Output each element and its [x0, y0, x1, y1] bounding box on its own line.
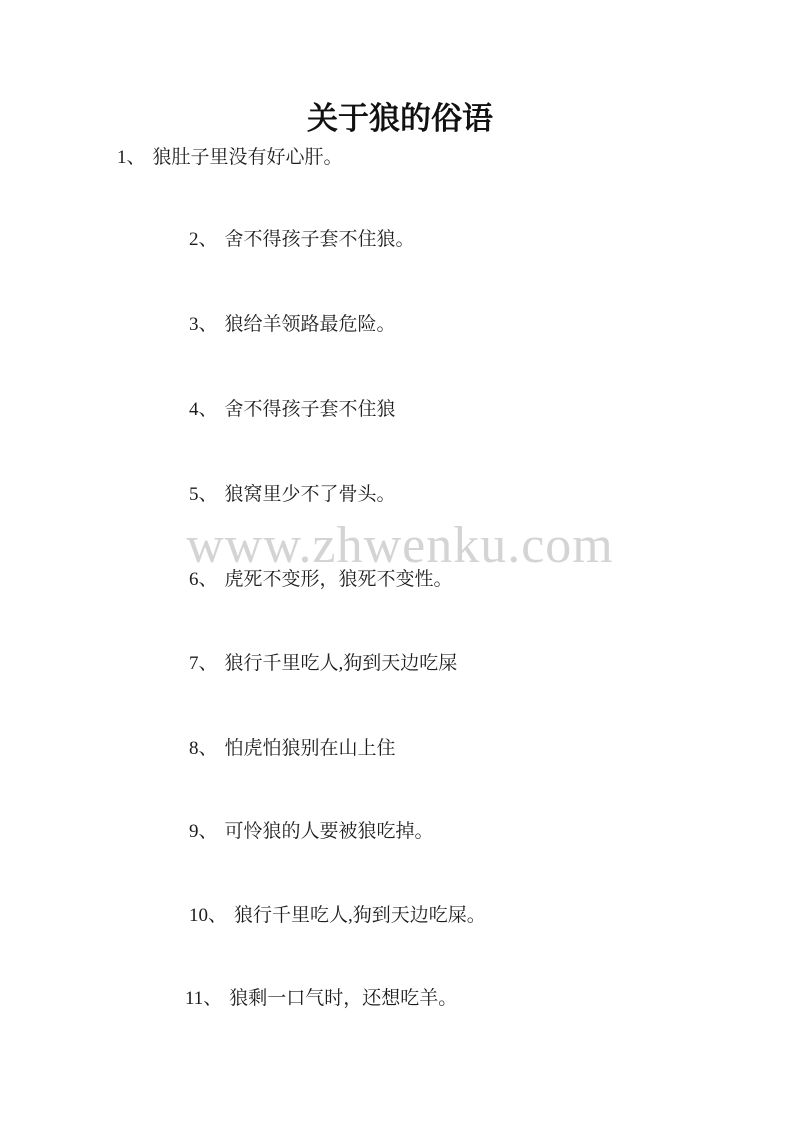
item-text: 舍不得孩子套不住狼。 [224, 229, 415, 250]
list-item [189, 821, 434, 843]
list-item [117, 147, 343, 169]
item-number: 9、 [189, 821, 218, 842]
item-text: 狼窝里少不了骨头。 [224, 484, 396, 505]
item-number: 10、 [189, 905, 228, 926]
list-item [189, 314, 396, 336]
item-number: 6、 [189, 569, 218, 590]
item-text: 可怜狼的人要被狼吃掉。 [224, 821, 434, 842]
list-item [189, 653, 457, 675]
list-item [189, 229, 415, 251]
item-text: 狼给羊领路最危险。 [224, 314, 396, 335]
item-text: 虎死不变形，狼死不变性。 [224, 569, 453, 590]
item-text: 狼肚子里没有好心肝。 [152, 147, 343, 168]
item-text: 狼剩一口气时，还想吃羊。 [229, 988, 458, 1009]
item-number: 7、 [189, 653, 218, 674]
item-number: 4、 [189, 399, 218, 420]
list-item [185, 988, 457, 1010]
item-text: 怕虎怕狼别在山上住 [224, 738, 396, 759]
list-item [189, 569, 453, 591]
list-item [189, 905, 486, 927]
list-item [189, 484, 396, 506]
watermark-text: www.zhwenku.com [186, 517, 614, 574]
item-text: 狼行千里吃人,狗到天边吃屎。 [234, 905, 486, 926]
list-item [189, 738, 396, 760]
item-number: 3、 [189, 314, 218, 335]
item-text: 狼行千里吃人,狗到天边吃屎 [224, 653, 458, 674]
item-text: 舍不得孩子套不住狼 [224, 399, 396, 420]
item-number: 1、 [117, 147, 146, 168]
item-number: 11、 [185, 988, 223, 1009]
item-number: 8、 [189, 738, 218, 759]
item-number: 2、 [189, 229, 218, 250]
page-title: 关于狼的俗语 [307, 101, 493, 136]
list-item [189, 399, 396, 421]
item-number: 5、 [189, 484, 218, 505]
